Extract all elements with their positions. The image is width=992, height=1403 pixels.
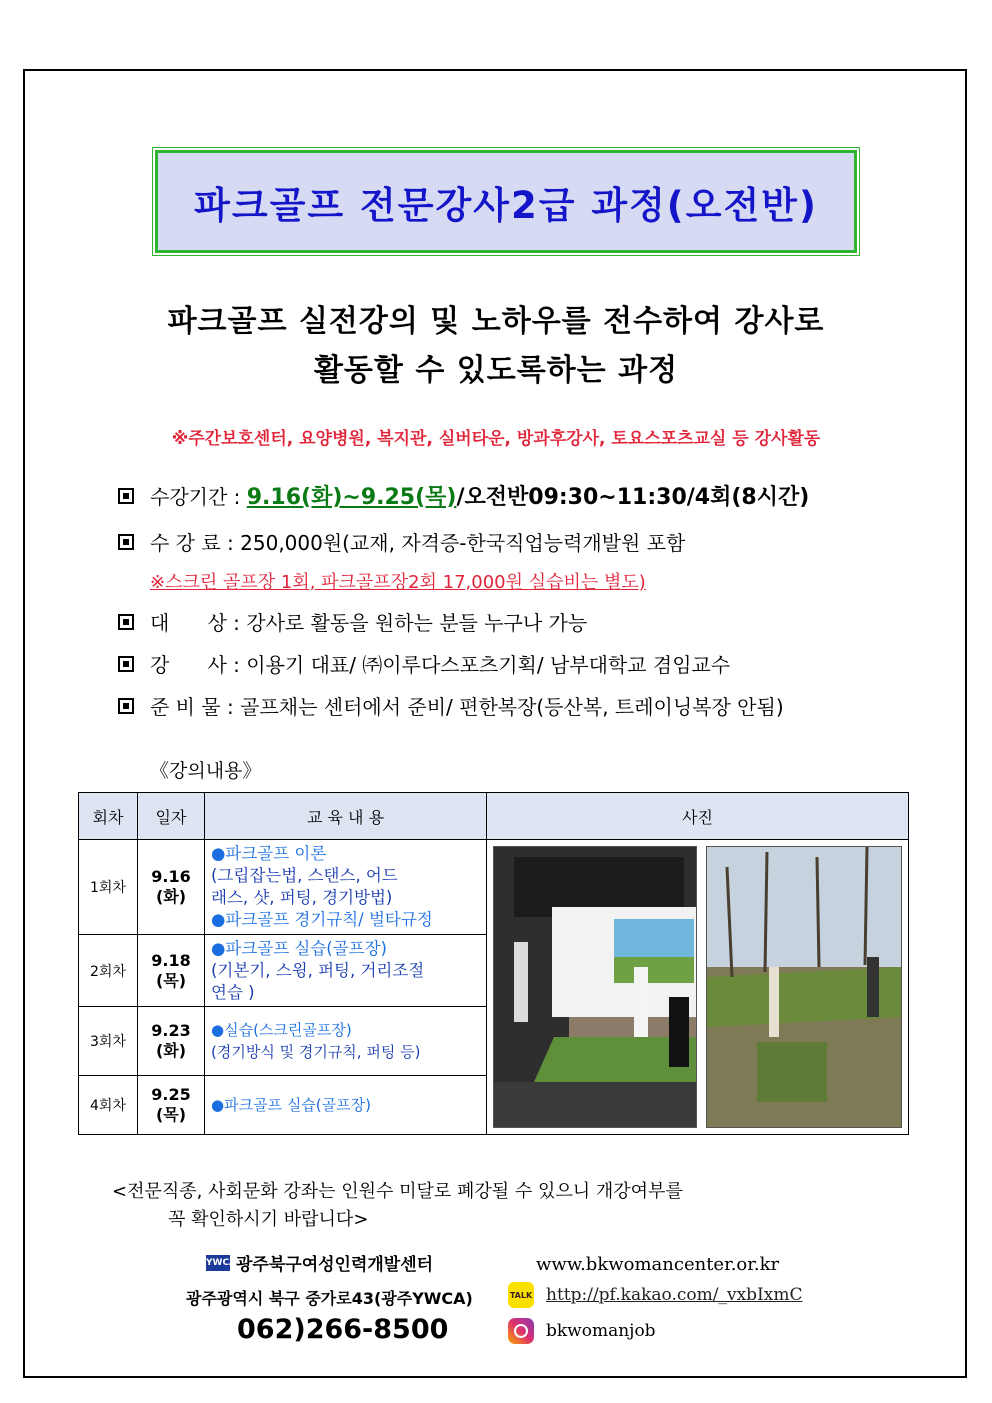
- date-value: 9.18: [151, 950, 191, 970]
- subtitle-line-1: 파크골프 실전강의 및 노하우를 전수하여 강사로: [167, 304, 825, 339]
- session-content: [205, 1075, 487, 1134]
- date-day: (화): [155, 1040, 187, 1060]
- info-period: [118, 480, 809, 511]
- instagram-row: [508, 1318, 656, 1344]
- target-label: 대 상 :: [150, 611, 240, 635]
- course-table: [78, 792, 909, 1135]
- supplies-label: 준 비 물 :: [150, 695, 234, 719]
- content-line: ●파크골프 실습(골프장): [211, 1095, 371, 1114]
- info-fee: [118, 527, 685, 556]
- session-date: [138, 934, 205, 1006]
- title-box: [155, 150, 857, 253]
- session-date: [138, 1007, 205, 1075]
- footer-note-line-1: <전문직종, 사회문화 강좌는 인원수 미달로 폐강될 수 있으니 개강여부를: [112, 1181, 683, 1202]
- content-line: ●파크골프 이론: [211, 844, 327, 864]
- date-value: 9.16: [151, 867, 191, 887]
- table-header-row: [79, 793, 909, 840]
- header-session: 회차: [79, 793, 138, 840]
- session-content: [205, 840, 487, 935]
- session-date: [138, 1075, 205, 1134]
- session-content: [205, 1007, 487, 1075]
- kakaotalk-icon: TALK: [508, 1282, 534, 1308]
- content-line: ●파크골프 경기규칙/ 벌타규정: [211, 910, 433, 930]
- info-instructor: [118, 649, 730, 678]
- header-content: 교 육 내 용: [205, 793, 487, 840]
- instructor-value: 이용기 대표/ ㈜이루다스포츠기획/ 남부대학교 겸임교수: [246, 653, 731, 677]
- page-title: 파크골프 전문강사2급 과정(오전반): [194, 183, 818, 227]
- org-address: 광주광역시 북구 중가로43(광주YWCA): [186, 1289, 473, 1308]
- target-value: 강사로 활동을 원하는 분들 누구나 가능: [246, 611, 588, 635]
- date-day: (목): [155, 1104, 187, 1124]
- footer-note-line-2: 꼭 확인하시기 바랍니다>: [168, 1209, 369, 1230]
- period-rest: /오전반09:30~11:30/4회(8시간): [456, 485, 810, 510]
- org-name: 광주북구여성인력개발센터: [236, 1255, 434, 1275]
- park-golf-photo: [706, 846, 902, 1128]
- table-row: [79, 840, 909, 935]
- period-dates: 9.16(화)~9.25(목): [246, 485, 457, 510]
- content-line: ●파크골프 실습(골프장): [211, 938, 387, 958]
- session-number: 1회차: [79, 840, 138, 935]
- session-number: 4회차: [79, 1075, 138, 1134]
- content-line: (그립잡는법, 스탠스, 어드: [211, 866, 398, 886]
- website-link[interactable]: www.bkwomancenter.or.kr: [536, 1254, 780, 1275]
- kakao-link[interactable]: http://pf.kakao.com/_vxbIxmC: [546, 1285, 803, 1305]
- org-name-row: [206, 1250, 433, 1275]
- supplies-value: 골프채는 센터에서 준비/ 편한복장(등산복, 트레이닝복장 안됨): [240, 695, 784, 719]
- header-date: 일자: [138, 793, 205, 840]
- subtitle-line-2: 활동할 수 있도록하는 과정: [313, 353, 679, 388]
- ywca-logo-icon: YWCA: [206, 1255, 230, 1271]
- date-value: 9.23: [151, 1020, 191, 1040]
- date-day: (목): [155, 970, 187, 990]
- bullet-square-icon: [118, 698, 134, 714]
- info-supplies: [118, 691, 784, 720]
- session-content: [205, 934, 487, 1006]
- notice-text: ※주간보호센터, 요양병원, 복지관, 실버타운, 방과후강사, 토요스포츠교실 등 강사활동: [171, 429, 821, 449]
- session-number: 2회차: [79, 934, 138, 1006]
- section-title: 《강의내용》: [150, 760, 262, 782]
- fee-note: ※스크린 골프장 1회, 파크골프장2회 17,000원 실습비는 별도): [150, 572, 646, 593]
- date-day: (화): [155, 887, 187, 907]
- instagram-icon: [508, 1318, 534, 1344]
- date-value: 9.25: [151, 1084, 191, 1104]
- content-line: 연습 ): [211, 982, 255, 1002]
- content-line: ●실습(스크린골프장): [211, 1020, 352, 1039]
- bullet-square-icon: [118, 656, 134, 672]
- screen-golf-photo: [493, 846, 697, 1128]
- session-number: 3회차: [79, 1007, 138, 1075]
- screen-golf-illustration: [494, 847, 696, 1128]
- content-line: 래스, 샷, 퍼팅, 경기방법): [211, 888, 393, 908]
- content-line: (경기방식 및 경기규칙, 퍼팅 등): [211, 1042, 421, 1061]
- fee-value: 250,000원(교재, 자격증-한국직업능력개발원 포함: [240, 531, 686, 555]
- photo-cell: [487, 840, 909, 1135]
- instructor-label: 강 사 :: [150, 653, 240, 677]
- kakao-row: [508, 1282, 802, 1308]
- period-label: 수강기간 :: [150, 485, 241, 509]
- header-photo: 사진: [487, 793, 909, 840]
- bullet-square-icon: [118, 614, 134, 630]
- info-target: [118, 607, 587, 636]
- fee-label: 수 강 료 :: [150, 531, 234, 555]
- park-golf-illustration: [707, 847, 901, 1128]
- content-line: (기본기, 스윙, 퍼팅, 거리조절: [211, 960, 425, 980]
- instagram-handle[interactable]: bkwomanjob: [546, 1321, 656, 1341]
- bullet-square-icon: [118, 534, 134, 550]
- footer-note: [112, 1178, 683, 1234]
- org-phone: 062)266-8500: [237, 1314, 449, 1345]
- session-date: [138, 840, 205, 935]
- bullet-square-icon: [118, 488, 134, 504]
